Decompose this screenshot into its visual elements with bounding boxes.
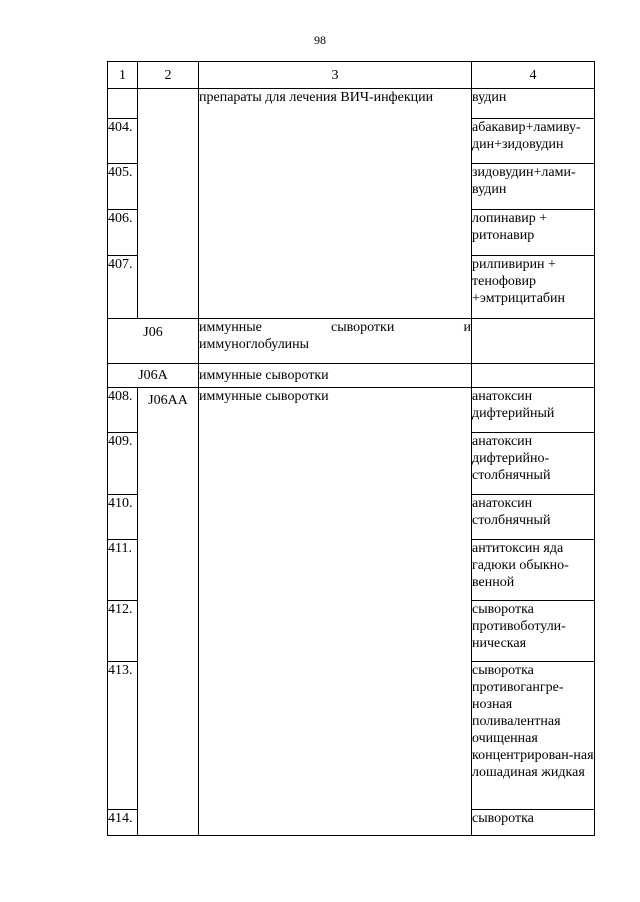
drug-name: антитоксин яда гадюки обыкно-венной [472, 540, 595, 601]
group-name-line-1: иммунные сыворотки и [199, 320, 471, 335]
atc-code: J06AA [138, 388, 199, 836]
page-number: 98 [314, 33, 326, 47]
drug-name [472, 319, 595, 364]
atc-code [138, 89, 199, 319]
row-number: 407. [108, 256, 138, 319]
drug-name: зидовудин+лами-вудин [472, 164, 595, 210]
drug-name: вудин [472, 89, 595, 119]
group-name: иммунные сыворотки [199, 364, 472, 388]
group-name [199, 319, 472, 364]
header-cell-3: 3 [199, 62, 472, 89]
drug-name: лопинавир + ритонавир [472, 210, 595, 256]
row-number: 408. [108, 388, 138, 433]
table-row [108, 388, 595, 433]
group-name: препараты для лечения ВИЧ-инфекции [199, 89, 472, 319]
row-number: 409. [108, 433, 138, 495]
drug-name: анатоксин дифтерийный [472, 388, 595, 433]
header-cell-4: 4 [472, 62, 595, 89]
table-row [108, 319, 595, 364]
drug-name: анатоксин столбнячный [472, 495, 595, 540]
atc-code: J06A [108, 364, 199, 388]
drug-name: абакавир+ламиву-дин+зидовудин [472, 119, 595, 164]
header-cell-1: 1 [108, 62, 138, 89]
drug-name: рилпивирин + тенофовир +эмтрицитабин [472, 256, 595, 319]
header-row [108, 62, 595, 89]
drug-name: анатоксин дифтерийно-столбнячный [472, 433, 595, 495]
group-name-line-2: иммуноглобулины [199, 337, 310, 352]
row-number: 412. [108, 601, 138, 662]
group-name: иммунные сыворотки [199, 388, 472, 836]
drug-name: сыворотка противогангре-нозная поливалентная очищенная концентрирован-ная лошадиная жидкая [472, 662, 595, 810]
drug-name: сыворотка противоботули-ническая [472, 601, 595, 662]
row-number: 410. [108, 495, 138, 540]
row-number: 414. [108, 810, 138, 836]
header-cell-2: 2 [138, 62, 199, 89]
table-row [108, 89, 595, 119]
table-row [108, 364, 595, 388]
drug-name: сыворотка [472, 810, 595, 836]
row-number [108, 89, 138, 119]
row-number: 406. [108, 210, 138, 256]
drug-name [472, 364, 595, 388]
row-number: 411. [108, 540, 138, 601]
atc-code: J06 [108, 319, 199, 364]
row-number: 413. [108, 662, 138, 810]
drug-table [107, 61, 595, 836]
row-number: 404. [108, 119, 138, 164]
row-number: 405. [108, 164, 138, 210]
